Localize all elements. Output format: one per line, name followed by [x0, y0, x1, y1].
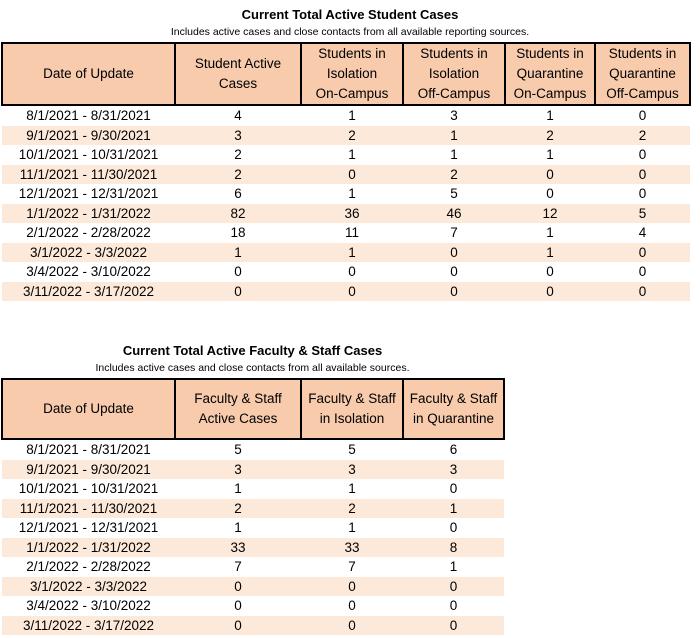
count-cell: 3 — [175, 460, 301, 480]
count-cell: 7 — [403, 223, 505, 243]
header-date-of-update — [2, 43, 175, 105]
count-cell: 0 — [403, 479, 504, 499]
count-cell: 0 — [595, 184, 690, 204]
count-cell: 0 — [175, 596, 301, 616]
table-row — [2, 282, 690, 302]
header-quarantine-on-campus — [505, 43, 595, 105]
count-cell: 11 — [301, 223, 403, 243]
header-line: Students in — [516, 46, 584, 61]
count-cell: 1 — [505, 223, 595, 243]
count-cell: 7 — [175, 557, 301, 577]
count-cell: 0 — [595, 165, 690, 185]
count-cell: 1 — [505, 243, 595, 263]
header-faculty-quarantine — [403, 379, 504, 439]
header-date-of-update — [2, 379, 175, 439]
table-row — [2, 165, 690, 185]
count-cell: 12 — [505, 204, 595, 224]
count-cell: 1 — [175, 243, 301, 263]
count-cell: 1 — [301, 145, 403, 165]
header-line: Quarantine — [516, 66, 584, 81]
count-cell: 3 — [403, 460, 504, 480]
table-row — [2, 105, 690, 126]
count-cell: 8 — [403, 538, 504, 558]
date-range-cell: 10/1/2021 - 10/31/2021 — [2, 145, 175, 165]
count-cell: 1 — [175, 479, 301, 499]
count-cell: 7 — [301, 557, 403, 577]
count-cell: 1 — [301, 184, 403, 204]
count-cell: 0 — [595, 105, 690, 126]
count-cell: 2 — [505, 126, 595, 146]
count-cell: 1 — [301, 518, 403, 538]
date-range-cell: 10/1/2021 - 10/31/2021 — [2, 479, 175, 499]
table-row — [2, 460, 504, 480]
count-cell: 1 — [175, 518, 301, 538]
student-table-title: Current Total Active Student Cases — [241, 7, 459, 22]
count-cell: 0 — [403, 616, 504, 636]
header-line: On-Campus — [513, 86, 587, 101]
count-cell: 0 — [403, 243, 505, 263]
count-cell: 0 — [505, 184, 595, 204]
student-cases-table — [1, 42, 691, 301]
count-cell: 46 — [403, 204, 505, 224]
count-cell: 1 — [403, 145, 505, 165]
count-cell: 2 — [403, 165, 505, 185]
date-range-cell: 8/1/2021 - 8/31/2021 — [2, 105, 175, 126]
header-line: Faculty & Staff — [194, 391, 282, 406]
count-cell: 0 — [505, 282, 595, 302]
faculty-table-subtitle: Includes active cases and close contacts from all available sources. — [95, 362, 410, 374]
count-cell: 4 — [175, 105, 301, 126]
table-row — [2, 577, 504, 597]
header-line: Faculty & Staff — [308, 391, 396, 406]
count-cell: 0 — [403, 518, 504, 538]
header-label: Date of Update — [43, 401, 134, 416]
table-row — [2, 126, 690, 146]
date-range-cell: 9/1/2021 - 9/30/2021 — [2, 460, 175, 480]
count-cell: 6 — [175, 184, 301, 204]
count-cell: 1 — [505, 105, 595, 126]
header-line: Isolation — [428, 66, 480, 81]
count-cell: 2 — [595, 126, 690, 146]
date-range-cell: 3/4/2022 - 3/10/2022 — [2, 262, 175, 282]
date-range-cell: 8/1/2021 - 8/31/2021 — [2, 439, 175, 460]
faculty-header-row — [2, 379, 504, 439]
count-cell: 5 — [301, 439, 403, 460]
count-cell: 0 — [301, 282, 403, 302]
student-table-body — [2, 105, 690, 301]
student-table-subtitle: Includes active cases and close contacts from all available reporting sources. — [170, 26, 530, 38]
header-line: Active Cases — [198, 411, 278, 426]
count-cell: 36 — [301, 204, 403, 224]
header-isolation-on-campus — [301, 43, 403, 105]
header-isolation-off-campus — [403, 43, 505, 105]
count-cell: 0 — [175, 282, 301, 302]
header-line: Student Active — [194, 56, 282, 71]
header-line: in Isolation — [319, 411, 385, 426]
count-cell: 0 — [175, 262, 301, 282]
table-row — [2, 204, 690, 224]
date-range-cell: 2/1/2022 - 2/28/2022 — [2, 223, 175, 243]
table-row — [2, 538, 504, 558]
date-range-cell: 3/1/2022 - 3/3/2022 — [2, 243, 175, 263]
count-cell: 4 — [595, 223, 690, 243]
count-cell: 2 — [301, 499, 403, 519]
student-header-row — [2, 43, 690, 105]
header-line: Off-Campus — [417, 86, 491, 101]
header-line: Students in — [420, 46, 488, 61]
count-cell: 3 — [301, 460, 403, 480]
date-range-cell: 3/11/2022 - 3/17/2022 — [2, 282, 175, 302]
count-cell: 6 — [403, 439, 504, 460]
count-cell: 5 — [175, 439, 301, 460]
count-cell: 0 — [301, 616, 403, 636]
date-range-cell: 3/4/2022 - 3/10/2022 — [2, 596, 175, 616]
count-cell: 0 — [301, 262, 403, 282]
table-row — [2, 479, 504, 499]
count-cell: 18 — [175, 223, 301, 243]
count-cell: 1 — [505, 145, 595, 165]
header-faculty-active-cases — [175, 379, 301, 439]
count-cell: 2 — [175, 165, 301, 185]
table-row — [2, 596, 504, 616]
date-range-cell: 12/1/2021 - 12/31/2021 — [2, 518, 175, 538]
header-line: Students in — [318, 46, 386, 61]
table-row — [2, 616, 504, 636]
count-cell: 0 — [403, 282, 505, 302]
date-range-cell: 9/1/2021 - 9/30/2021 — [2, 126, 175, 146]
count-cell: 0 — [403, 262, 505, 282]
count-cell: 0 — [175, 577, 301, 597]
faculty-table-body — [2, 439, 504, 635]
table-row — [2, 243, 690, 263]
header-line: Cases — [218, 76, 258, 91]
table-row — [2, 262, 690, 282]
header-quarantine-off-campus — [595, 43, 690, 105]
table-row — [2, 518, 504, 538]
date-range-cell: 3/1/2022 - 3/3/2022 — [2, 577, 175, 597]
count-cell: 0 — [595, 282, 690, 302]
count-cell: 0 — [595, 243, 690, 263]
table-row — [2, 145, 690, 165]
header-line: Students in — [608, 46, 677, 61]
count-cell: 1 — [403, 499, 504, 519]
count-cell: 5 — [595, 204, 690, 224]
date-range-cell: 1/1/2022 - 1/31/2022 — [2, 204, 175, 224]
faculty-table-title: Current Total Active Faculty & Staff Cases — [122, 343, 383, 358]
table-row — [2, 499, 504, 519]
count-cell: 0 — [403, 596, 504, 616]
count-cell: 1 — [301, 105, 403, 126]
header-line: Faculty & Staff — [409, 391, 498, 406]
count-cell: 5 — [403, 184, 505, 204]
count-cell: 2 — [175, 145, 301, 165]
count-cell: 2 — [301, 126, 403, 146]
count-cell: 33 — [175, 538, 301, 558]
date-range-cell: 1/1/2022 - 1/31/2022 — [2, 538, 175, 558]
date-range-cell: 11/1/2021 - 11/30/2021 — [2, 499, 175, 519]
header-line: Isolation — [326, 66, 378, 81]
count-cell: 0 — [301, 577, 403, 597]
count-cell: 2 — [175, 499, 301, 519]
header-student-active-cases — [175, 43, 301, 105]
count-cell: 0 — [403, 577, 504, 597]
header-line: Off-Campus — [606, 86, 679, 101]
header-faculty-isolation — [301, 379, 403, 439]
count-cell: 82 — [175, 204, 301, 224]
header-line: in Quarantine — [412, 411, 495, 426]
count-cell: 0 — [595, 145, 690, 165]
header-line: Quarantine — [609, 66, 676, 81]
count-cell: 3 — [403, 105, 505, 126]
count-cell: 0 — [301, 165, 403, 185]
date-range-cell: 3/11/2022 - 3/17/2022 — [2, 616, 175, 636]
count-cell: 1 — [301, 479, 403, 499]
count-cell: 1 — [301, 243, 403, 263]
count-cell: 0 — [301, 596, 403, 616]
count-cell: 33 — [301, 538, 403, 558]
faculty-cases-table — [1, 378, 505, 635]
header-line: On-Campus — [315, 86, 389, 101]
date-range-cell: 12/1/2021 - 12/31/2021 — [2, 184, 175, 204]
count-cell: 1 — [403, 126, 505, 146]
count-cell: 0 — [505, 165, 595, 185]
date-range-cell: 2/1/2022 - 2/28/2022 — [2, 557, 175, 577]
count-cell: 1 — [403, 557, 504, 577]
table-row — [2, 223, 690, 243]
count-cell: 3 — [175, 126, 301, 146]
table-row — [2, 184, 690, 204]
count-cell: 0 — [175, 616, 301, 636]
header-label: Date of Update — [43, 66, 134, 81]
table-row — [2, 557, 504, 577]
date-range-cell: 11/1/2021 - 11/30/2021 — [2, 165, 175, 185]
count-cell: 0 — [595, 262, 690, 282]
count-cell: 0 — [505, 262, 595, 282]
table-row — [2, 439, 504, 460]
